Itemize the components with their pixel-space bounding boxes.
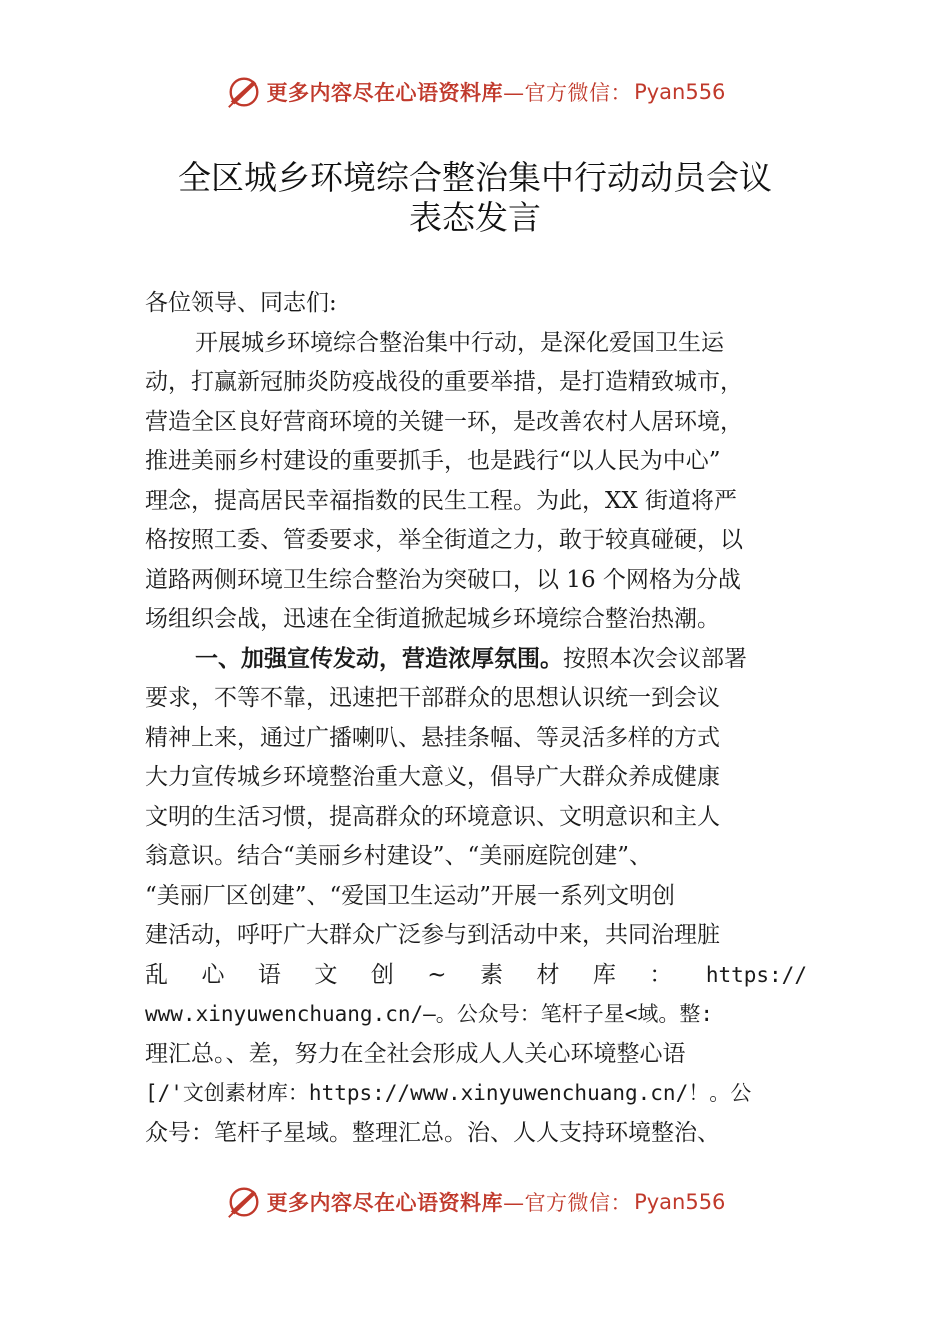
paragraph-line: 动，打赢新冠肺炎防疫战役的重要举措，是打造精致城市， xyxy=(145,369,743,395)
paragraph-line: 一、加强宣传发动，营造浓厚氛围。 按照本次会议部署 xyxy=(145,640,807,680)
document-title xyxy=(0,158,950,238)
header-watermark-banner xyxy=(0,70,950,114)
banner-brand-text: 更多内容尽在心语资料库 xyxy=(266,1191,504,1215)
paragraph-line: 大力宣传城乡环境整治重大意义，倡导广大群众养成健康 xyxy=(145,764,720,790)
paragraph-line: “美丽厂区创建”、“爱国卫生运动”开展一系列文明创 xyxy=(145,882,676,909)
title-line-2: 表态发言 xyxy=(409,198,541,237)
pen-logo-icon xyxy=(225,73,263,111)
paragraph-line: 建活动，呼吁广大群众广泛参与到活动中来，共同治理脏 xyxy=(145,922,720,948)
pen-logo-icon xyxy=(225,1183,263,1221)
section-heading: 一、加强宣传发动，营造浓厚氛围。 xyxy=(195,645,563,672)
title-line-1: 全区城乡环境综合整治集中行动动员会议 xyxy=(178,158,772,197)
paragraph-line: 理念，提高居民幸福指数的民生工程。为此，XX 街道将严 xyxy=(145,487,738,514)
banner-brand-text: 更多内容尽在心语资料库 xyxy=(266,81,504,105)
paragraph-line: 要求，不等不靠，迅速把干部群众的思想认识统一到会议 xyxy=(145,685,720,711)
paragraph-line: 营造全区良好营商环境的关键一环，是改善农村人居环境， xyxy=(145,408,743,435)
paragraph-line: 文明的生活习惯，提高群众的环境意识、文明意识和主人 xyxy=(145,803,720,830)
paragraph-line-spread: 乱 心 语 文 创 ~ 素 材 库 ： https:// xyxy=(145,961,807,988)
paragraph-line: 推进美丽乡村建设的重要抓手，也是践行“以人民为中心” xyxy=(145,448,721,474)
paragraph-line: www.xinyuwenchuang.cn/—。公众号：笔杆子星<域。整: xyxy=(145,1002,714,1026)
paragraph-1 xyxy=(145,324,807,640)
footer-watermark-banner xyxy=(0,1180,950,1224)
banner-wechat-id: Pyan556 xyxy=(634,80,726,104)
paragraph-line: 众号：笔杆子星域。整理汇总。治、人人支持环境整治、 xyxy=(145,1119,720,1146)
document-body xyxy=(145,284,807,1153)
banner-wechat-label: —官方微信： xyxy=(503,1191,633,1215)
paragraph-line: 场组织会战，迅速在全街道掀起城乡环境综合整治热潮。 xyxy=(145,606,720,632)
banner-wechat-label: —官方微信： xyxy=(503,81,633,105)
paragraph-line: 精神上来，通过广播喇叭、悬挂条幅、等灵活多样的方式 xyxy=(145,724,720,751)
salutation: 各位领导、同志们: xyxy=(145,290,337,316)
paragraph-2 xyxy=(145,640,807,1154)
paragraph-line: 道路两侧环境卫生综合整治为突破口，以 16 个网格为分战 xyxy=(145,566,741,593)
paragraph-line: 开展城乡环境综合整治集中行动，是深化爱国卫生运 xyxy=(195,329,724,356)
paragraph-line: 理汇总。、差，努力在全社会形成人人关心环境整心语 xyxy=(145,1040,686,1067)
paragraph-line: [/'文创素材库：https://www.xinyuwenchuang.cn/！。公 xyxy=(145,1081,752,1105)
paragraph-line: 格按照工委、管委要求，举全街道之力，敢于较真碰硬，以 xyxy=(145,527,743,553)
banner-wechat-id: Pyan556 xyxy=(634,1190,726,1214)
paragraph-line: 翁意识。结合“美丽乡村建设”、“美丽庭院创建”、 xyxy=(145,843,653,869)
